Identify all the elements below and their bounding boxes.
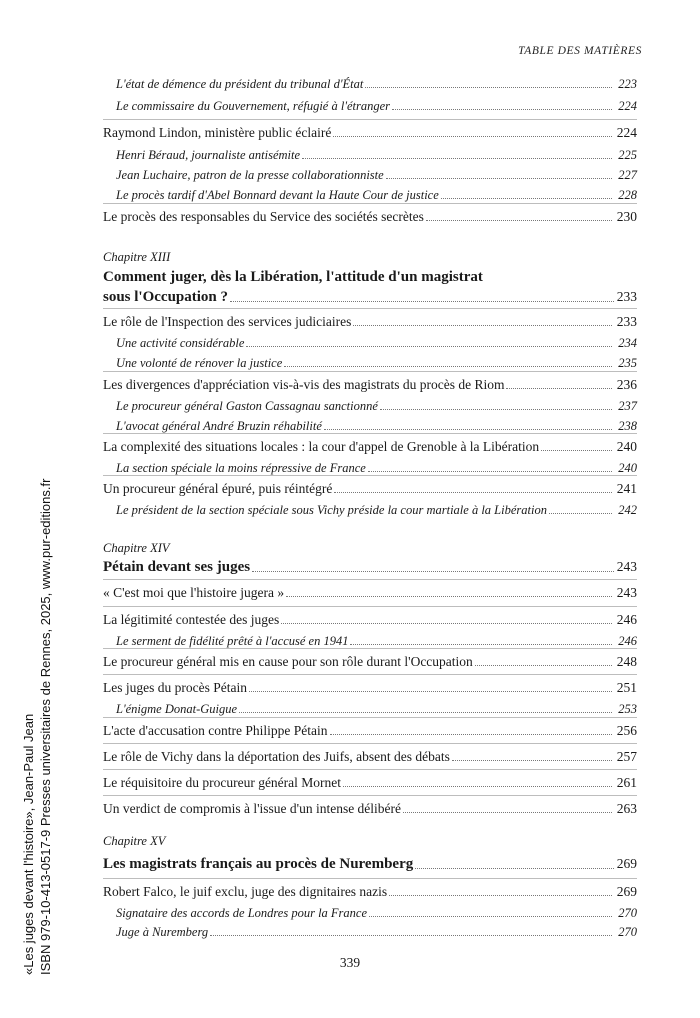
chapter-title: Pétain devant ses juges 243 [103, 559, 637, 575]
chapter-label: Chapitre XIII [103, 250, 171, 264]
toc-entry: Jean Luchaire, patron de la presse collaborationniste 227 [116, 168, 637, 182]
toc-entry: Le rôle de Vichy dans la déportation des Juifs, absent des débats 257 [103, 749, 637, 764]
toc-entry: Robert Falco, le juif exclu, juge des dignitaires nazis 269 [103, 884, 637, 899]
toc-entry: La section spéciale la moins répressive de France 240 [116, 461, 637, 475]
toc-entry: Les divergences d'appréciation vis-à-vis des magistrats du procès de Riom 236 [103, 377, 637, 392]
toc-entry: Le rôle de l'Inspection des services judiciaires 233 [103, 314, 637, 329]
side-copyright-line2: ISBN 979-10-413-0517-9 Presses universitaires de Rennes, 2025, www.pur-editions.fr [38, 478, 53, 975]
running-header: TABLE DES MATIÈRES [518, 45, 642, 57]
chapter-title: Comment juger, dès la Libération, l'attitude d'un magistrat [103, 269, 483, 285]
side-copyright-line1: «Les juges devant l'histoire», Jean-Paul Jean [21, 713, 36, 975]
toc-entry: L'énigme Donat-Guigue 253 [116, 702, 637, 716]
toc-entry: Le président de la section spéciale sous Vichy préside la cour martiale à la Libération 242 [116, 503, 637, 517]
toc-entry: L'avocat général André Bruzin réhabilité 238 [116, 419, 637, 433]
toc-entry: Signataire des accords de Londres pour la France 270 [116, 906, 637, 920]
page-number: 339 [339, 955, 361, 970]
toc-entry: Le commissaire du Gouvernement, réfugié à l'étranger 224 [116, 99, 637, 113]
toc-entry: Le procès des responsables du Service des sociétés secrètes 230 [103, 209, 637, 224]
toc-entry: Le procureur général Gaston Cassagnau sanctionné 237 [116, 399, 637, 413]
toc-entry: Le réquisitoire du procureur général Mornet 261 [103, 775, 637, 790]
toc-entry: Les juges du procès Pétain 251 [103, 680, 637, 695]
toc-entry: La complexité des situations locales : la cour d'appel de Grenoble à la Libération 240 [103, 439, 637, 454]
chapter-title: sous l'Occupation ? 233 [103, 289, 637, 305]
toc-entry: Une activité considérable 234 [116, 336, 637, 350]
toc-entry: Le procureur général mis en cause pour son rôle durant l'Occupation 248 [103, 654, 637, 669]
chapter-label: Chapitre XIV [103, 541, 170, 555]
toc-entry: Henri Béraud, journaliste antisémite 225 [116, 148, 637, 162]
toc-entry: Le serment de fidélité prêté à l'accusé en 1941 246 [116, 634, 637, 648]
toc-entry: Une volonté de rénover la justice 235 [116, 356, 637, 370]
side-copyright [20, 479, 54, 975]
toc-entry: Raymond Lindon, ministère public éclairé 224 [103, 125, 637, 140]
toc-entry: « C'est moi que l'histoire jugera » 243 [103, 585, 637, 600]
toc-entry: Un verdict de compromis à l'issue d'un intense délibéré 263 [103, 801, 637, 816]
toc-entry: Juge à Nuremberg 270 [116, 925, 637, 939]
chapter-label: Chapitre XV [103, 834, 166, 848]
toc-entry: L'acte d'accusation contre Philippe Pétain 256 [103, 723, 637, 738]
toc-entry: L'état de démence du président du tribunal d'État 223 [116, 77, 637, 91]
toc-entry: La légitimité contestée des juges 246 [103, 612, 637, 627]
chapter-title: Les magistrats français au procès de Nuremberg 269 [103, 856, 637, 872]
toc-entry: Le procès tardif d'Abel Bonnard devant la Haute Cour de justice 228 [116, 188, 637, 202]
toc-entry: Un procureur général épuré, puis réintégré 241 [103, 481, 637, 496]
